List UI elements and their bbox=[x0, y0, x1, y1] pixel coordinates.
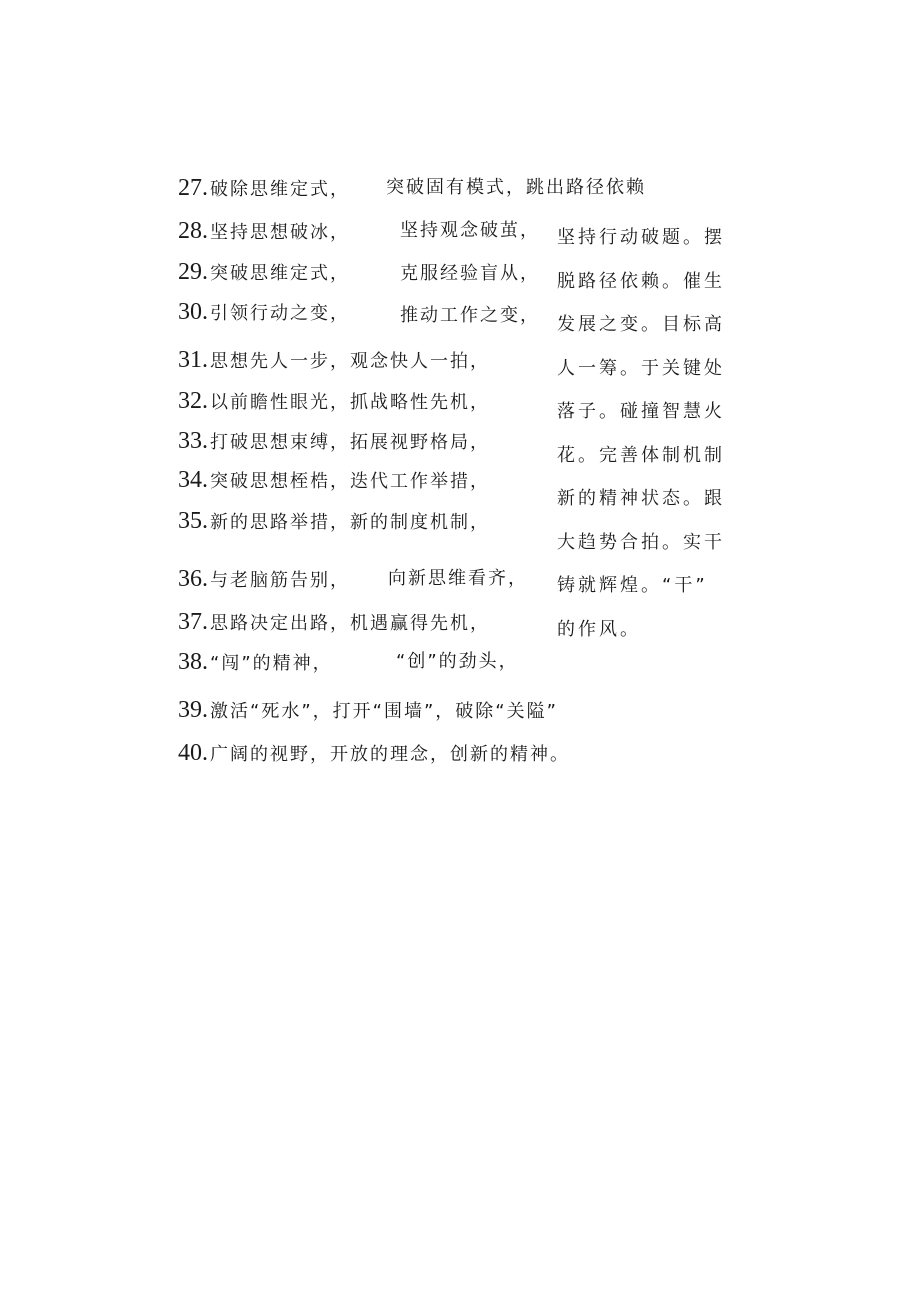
item-text: 思路决定出路，机遇赢得先机， bbox=[210, 613, 490, 634]
item-text: 以前瞻性眼光，抓战略性先机， bbox=[210, 392, 490, 413]
item-text: 广阔的视野，开放的理念，创新的精神。 bbox=[210, 744, 570, 765]
item-text: 思想先人一步，观念快人一拍， bbox=[210, 351, 490, 372]
side-line: 发展之变。目标高 bbox=[557, 314, 725, 335]
item-text: 破除思维定式， bbox=[210, 179, 350, 200]
item-text-continued: 坚持观念破茧， bbox=[400, 220, 540, 241]
item-number: 28. bbox=[178, 218, 208, 244]
list-item bbox=[178, 610, 490, 636]
list-item bbox=[178, 567, 350, 593]
list-item bbox=[178, 176, 350, 202]
list-item bbox=[178, 389, 490, 415]
item-text: 引领行动之变， bbox=[210, 303, 350, 324]
item-text: 新的思路举措，新的制度机制， bbox=[210, 512, 490, 533]
list-item bbox=[178, 650, 333, 676]
item-number: 34. bbox=[178, 467, 208, 493]
list-item bbox=[178, 300, 350, 326]
item-number: 36. bbox=[178, 566, 208, 592]
list-item bbox=[178, 509, 490, 535]
item-text-continued: “创”的劲头， bbox=[396, 651, 519, 672]
list-item bbox=[178, 741, 570, 767]
item-number: 37. bbox=[178, 609, 208, 635]
item-text-continued: 向新思维看齐， bbox=[388, 568, 528, 589]
item-number: 31. bbox=[178, 347, 208, 373]
list-item bbox=[178, 698, 558, 724]
side-line: 脱路径依赖。催生 bbox=[557, 270, 725, 292]
list-item bbox=[178, 429, 490, 455]
item-text-continued: 突破固有模式，跳出路径依赖 bbox=[386, 177, 646, 198]
item-number: 29. bbox=[178, 259, 208, 285]
side-line: 新的精神状态。跟 bbox=[557, 488, 725, 509]
list-item bbox=[178, 219, 350, 245]
item-text: 突破思维定式， bbox=[210, 263, 350, 284]
side-column bbox=[557, 216, 732, 651]
item-number: 32. bbox=[178, 388, 208, 414]
list-item bbox=[178, 468, 490, 494]
item-number: 33. bbox=[178, 428, 208, 454]
item-text: 突破思想桎梏，迭代工作举措， bbox=[210, 471, 490, 492]
side-line: 花。完善体制机制 bbox=[557, 444, 725, 466]
side-line: 坚持行动破题。摆 bbox=[557, 227, 725, 248]
side-line: 的作风。 bbox=[557, 618, 641, 640]
item-text: 激活“死水”，打开“围墙”，破除“关隘” bbox=[210, 701, 558, 722]
item-number: 38. bbox=[178, 649, 208, 675]
item-number: 30. bbox=[178, 299, 208, 325]
item-number: 39. bbox=[178, 697, 208, 723]
item-number: 40. bbox=[178, 740, 208, 766]
item-text: 打破思想束缚，拓展视野格局， bbox=[210, 432, 490, 453]
side-line: 铸就辉煌。“干” bbox=[557, 575, 708, 596]
item-text: 坚持思想破冰， bbox=[210, 222, 350, 243]
item-text: “闯”的精神， bbox=[210, 653, 333, 674]
list-item bbox=[178, 260, 350, 286]
side-line: 大趋势合拍。实干 bbox=[557, 531, 725, 553]
side-line: 落子。碰撞智慧火 bbox=[557, 401, 725, 422]
item-text: 与老脑筋告别， bbox=[210, 570, 350, 591]
list-item bbox=[178, 348, 490, 374]
side-line: 人一筹。于关键处 bbox=[557, 357, 725, 379]
item-number: 27. bbox=[178, 175, 208, 201]
item-text-continued: 克服经验盲从， bbox=[400, 263, 540, 284]
item-text-continued: 推动工作之变， bbox=[400, 305, 540, 326]
item-number: 35. bbox=[178, 508, 208, 534]
